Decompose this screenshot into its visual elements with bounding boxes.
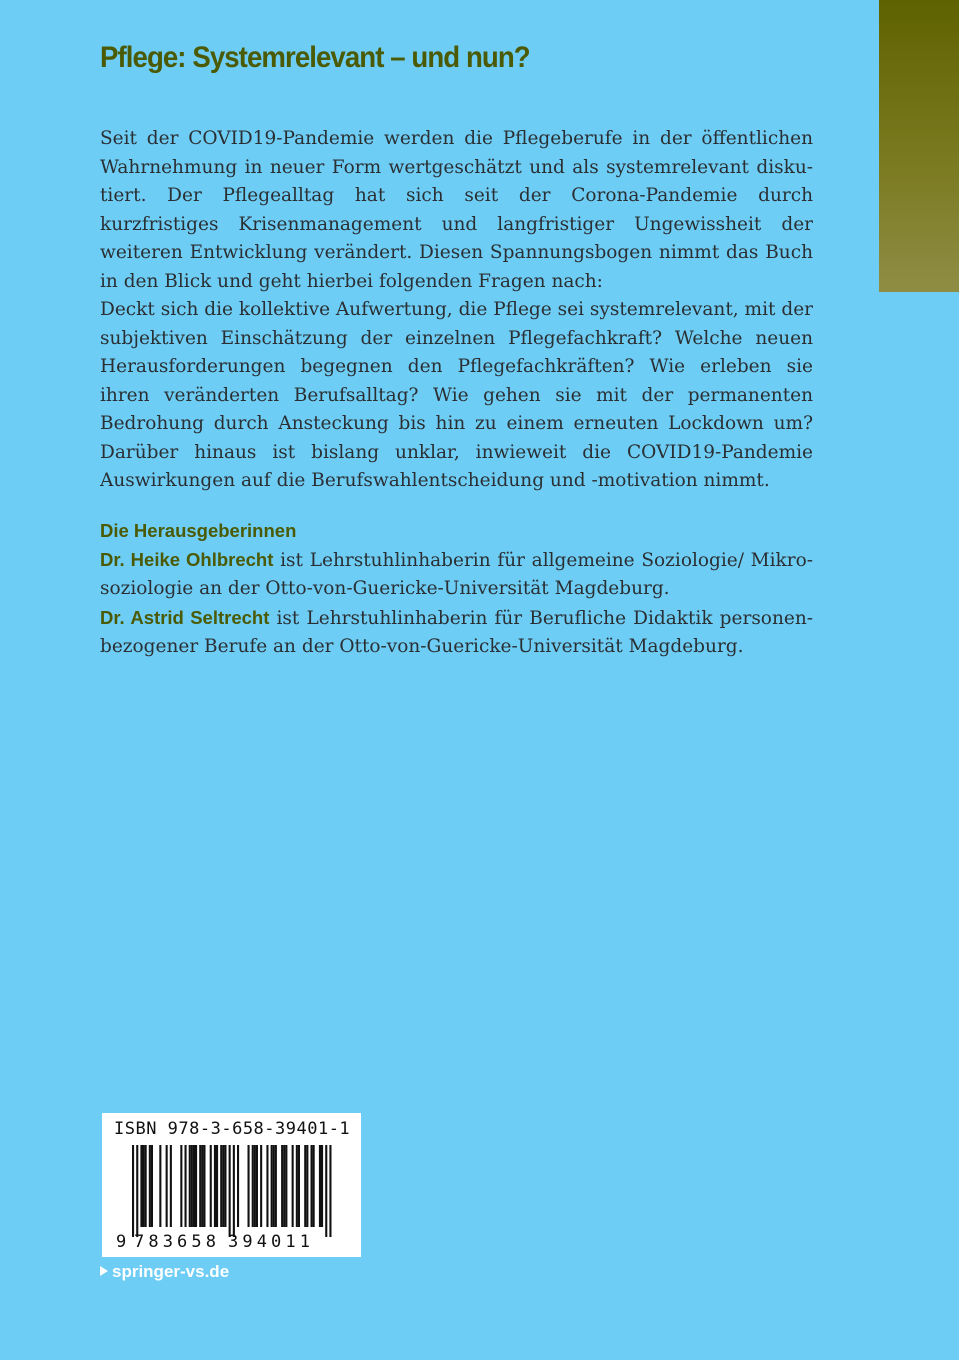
ean-right-group: 394011 (228, 1232, 310, 1252)
barcode-bar (281, 1145, 283, 1227)
barcode-bar (319, 1145, 321, 1227)
barcode-bar (229, 1145, 231, 1237)
blurb-paragraph-1: Seit der COVID19-Pandemie werden die Pflegeberufe in der öffentlichen Wahrnehmung in neuer Form wertgeschätzt und als systemrelevant diskutiert. Der Pflegealltag hat sich seit der Corona-Pandemie durch kurzfristiges Krisenmanagement und langfristiger Ungewissheit der weiteren Entwicklung verändert. Diesen Spannungsbogen nimmt das Buch in den Blick und geht hierbei folgenden Fragen nach: (100, 128, 813, 292)
barcode-bar (180, 1145, 182, 1227)
barcode-bar (260, 1145, 262, 1227)
barcode-bar (224, 1145, 226, 1227)
editor-description-1: ist Lehrstuhlinhaberin für allgemeine Soziologie/ Mikrosoziologie an der Otto-von-Guericke-Universität Magdeburg. (100, 549, 813, 599)
barcode-bar (195, 1145, 197, 1227)
barcode-bar (273, 1145, 275, 1227)
barcode-bar (191, 1145, 193, 1227)
barcode-bar (325, 1145, 327, 1237)
barcode-bar (311, 1145, 313, 1227)
barcode-bars (132, 1145, 332, 1237)
barcode-bar (145, 1145, 147, 1227)
editor-name-1: Dr. Heike Ohlbrecht (100, 548, 274, 570)
isbn-label: ISBN 978-3-658-39401-1 (114, 1119, 351, 1139)
barcode-bar (304, 1145, 306, 1227)
barcode-bar (203, 1145, 205, 1227)
ean-left-group: 783658 (134, 1232, 216, 1252)
barcode-bar (285, 1145, 287, 1227)
barcode-bar (170, 1145, 172, 1227)
barcode-bar (140, 1145, 142, 1227)
barcode-bar (248, 1145, 250, 1227)
publisher-url: springer-vs.de (112, 1262, 230, 1281)
editors-section (100, 517, 813, 662)
editor-entry-1 (100, 546, 813, 604)
barcode-bar (210, 1145, 212, 1227)
barcode-bar (159, 1145, 161, 1227)
barcode-bar (254, 1145, 256, 1227)
barcode-bar (256, 1145, 258, 1227)
barcode-bar (189, 1145, 191, 1227)
barcode-bar (185, 1145, 187, 1227)
barcode-bar (283, 1145, 285, 1227)
barcode-bar (193, 1145, 195, 1227)
barcode-bar (136, 1145, 138, 1237)
book-title: Pflege: Systemrelevant – und nun? (100, 41, 530, 74)
barcode-bar (214, 1145, 216, 1227)
barcode-bar (306, 1145, 308, 1227)
isbn-barcode (102, 1113, 361, 1257)
barcode-bar (166, 1145, 168, 1227)
ean-first-digit: 9 (116, 1232, 127, 1252)
barcode-bar (313, 1145, 315, 1227)
barcode-bar (151, 1145, 153, 1227)
barcode-bar (222, 1145, 224, 1227)
editor-entry-2 (100, 604, 813, 662)
barcode-graphic (102, 1113, 361, 1257)
publisher-link[interactable] (100, 1262, 229, 1282)
barcode-bar (298, 1145, 300, 1227)
barcode-bar (266, 1145, 268, 1227)
barcode-bar (149, 1145, 151, 1227)
barcode-bar (292, 1145, 294, 1227)
editor-name-2: Dr. Astrid Seltrecht (100, 606, 270, 628)
barcode-bar (216, 1145, 218, 1227)
blurb-paragraph-2: Deckt sich die kollektive Aufwertung, die Pflege sei systemrelevant, mit der subjektiven Einschätzung der einzelnen Pflegefachkraft? Welche neuen Herausforderungen begegnen den Pflegefachkräften? Wie erleben sie ihren veränderten Berufsalltag? Wie gehen sie mit der permanenten Bedrohung durch Ansteckung bis hin zu einem erneuten Lockdown um? Darüber hinaus ist bislang unklar, inwieweit die COVID19-Pandemie Auswirkungen auf die Berufswahlentscheidung und -motivation nimmt. (100, 299, 813, 491)
barcode-bar (237, 1145, 239, 1227)
barcode-bar (296, 1145, 298, 1227)
barcode-bar (271, 1145, 273, 1227)
barcode-bar (201, 1145, 203, 1227)
barcode-bar (252, 1145, 254, 1227)
editor-description-2: ist Lehrstuhlinhaberin für Berufliche Didaktik personenbezogener Berufe an der Otto-von-Guericke-Universität Magdeburg. (100, 607, 813, 657)
arrow-right-icon (100, 1266, 108, 1276)
barcode-bar (199, 1145, 201, 1227)
barcode-bar (321, 1145, 323, 1227)
barcode-bar (143, 1145, 145, 1227)
barcode-bar (220, 1145, 222, 1227)
book-blurb (100, 125, 813, 496)
editors-heading: Die Herausgeberinnen (100, 520, 297, 541)
corner-color-band (879, 0, 959, 292)
barcode-bar (275, 1145, 277, 1227)
barcode-bar (329, 1145, 331, 1237)
barcode-bar (132, 1145, 134, 1237)
barcode-bar (233, 1145, 235, 1237)
